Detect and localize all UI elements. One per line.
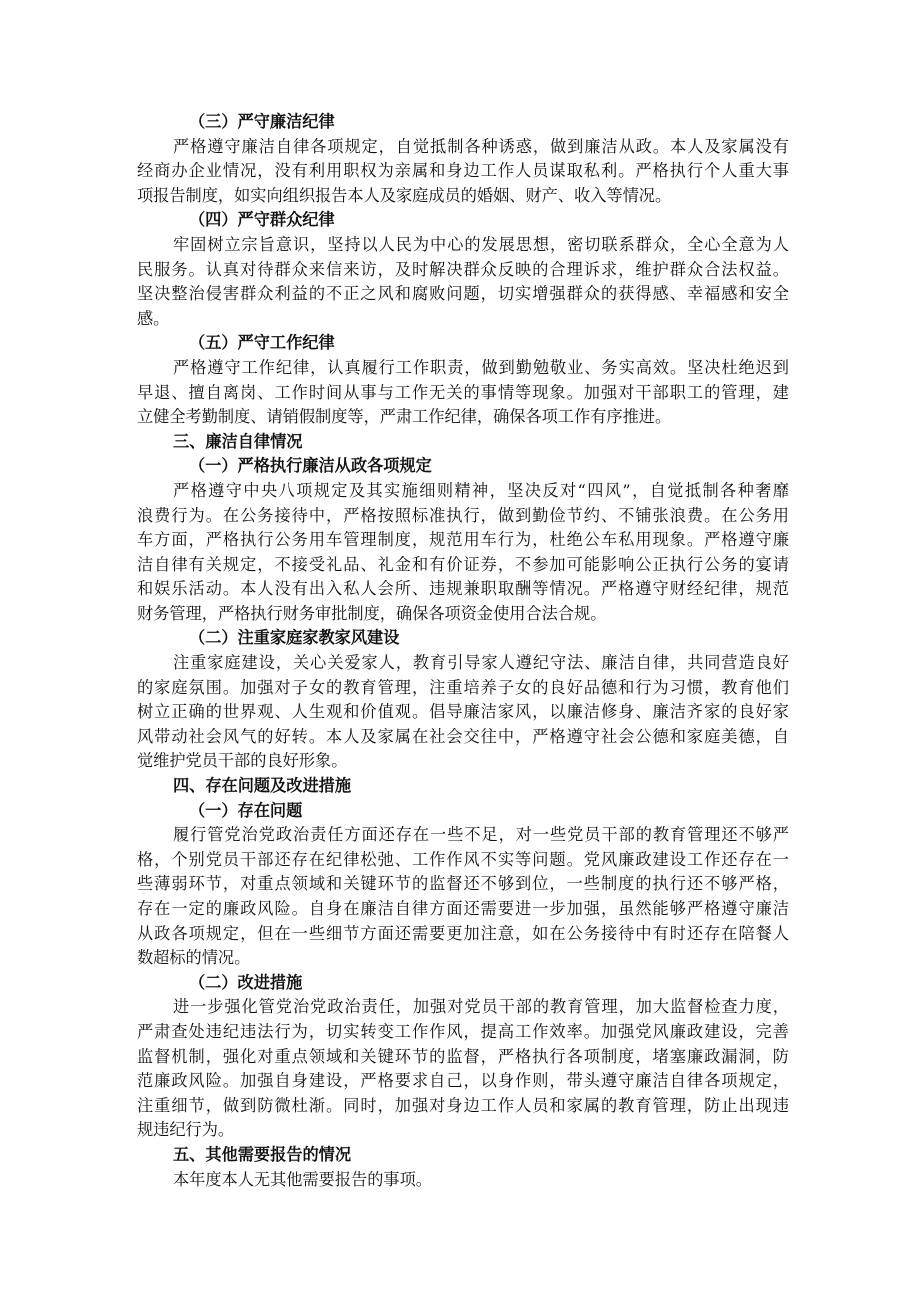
text-line: 感。 <box>137 308 170 328</box>
text-line: 进一步强化管党治党政治责任，加强对党员干部的教育管理，加大监督检查力度， <box>173 997 789 1017</box>
text-line: 和娱乐活动。本人没有出入私人会所、违规兼职取酬等情况。严格遵守财经纪律，规范 <box>137 579 789 599</box>
paragraph-3-1 <box>137 479 789 627</box>
paragraph-4 <box>137 233 789 331</box>
text-line: 早退、擅自离岗、工作时间从事与工作无关的事情等现象。加强对干部职工的管理，建 <box>137 382 789 402</box>
subsection-heading-3-1: （一）严格执行廉洁从政各项规定 <box>189 456 432 476</box>
text-line: 浪费行为。在公务接待中，严格按照标准执行，做到勤俭节约、不铺张浪费。在公务用 <box>137 505 789 525</box>
text-line: 的家庭氛围。加强对子女的教育管理，注重培养子女的良好品德和行为习惯，教育他们 <box>137 677 789 697</box>
text-line: 规违纪行为。 <box>137 1120 235 1140</box>
subsection-heading-4-1: （一）存在问题 <box>189 800 303 820</box>
text-line: 范廉政风险。加强自身建设，严格要求自己，以身作则，带头遵守廉洁自律各项规定， <box>137 1071 789 1091</box>
text-line: 牢固树立宗旨意识，坚持以人民为中心的发展思想，密切联系群众，全心全意为人 <box>173 234 789 254</box>
paragraph-4-1 <box>137 823 789 971</box>
text-line: 存在一定的廉政风险。自身在廉洁自律方面还需要进一步加强，虽然能够严格遵守廉洁 <box>137 899 789 918</box>
subsection-heading-3-2: （二）注重家庭家教家风建设 <box>189 628 400 648</box>
text-line: 格，个别党员干部还存在纪律松弛、工作作风不实等问题。党风廉政建设工作还存在一 <box>137 849 789 869</box>
subsection-heading-4-2: （二）改进措施 <box>189 972 303 992</box>
section-heading-3: （三）严守廉洁纪律 <box>189 112 335 131</box>
text-line: 风带动社会风气的好转。本人及家属在社会交往中，严格遵守社会公德和家庭美德，自 <box>137 726 789 746</box>
text-line: 些薄弱环节，对重点领域和关键环节的监督还不够到位，一些制度的执行还不够严格， <box>137 874 789 894</box>
paragraph-3-2 <box>137 651 789 774</box>
text-line: 洁自律有关规定，不接受礼品、礼金和有价证券，不参加可能影响公正执行公务的宴请 <box>137 554 789 574</box>
section-heading-5: （五）严守工作纪律 <box>189 333 335 353</box>
text-line: 严肃查处违纪违法行为，切实转变工作作风，提高工作效率。加强党风廉政建设，完善 <box>137 1021 789 1041</box>
text-line: 树立正确的世界观、人生观和价值观。倡导廉洁家风，以廉洁修身、廉洁齐家的良好家 <box>137 702 789 722</box>
text-line: 觉维护党员干部的良好形象。 <box>137 751 348 771</box>
text-line: 财务管理，严格执行财务审批制度，确保各项资金使用合法合规。 <box>137 603 607 623</box>
text-line: 数超标的情况。 <box>137 948 251 968</box>
text-line: 严格遵守中央八项规定及其实施细则精神，坚决反对“四风”，自觉抵制各种奢靡 <box>173 480 789 500</box>
part-heading-5: 五、其他需要报告的情况 <box>173 1144 352 1164</box>
text-line: 注重家庭建设，关心关爱家人，教育引导家人遵纪守法、廉洁自律，共同营造良好 <box>173 653 789 673</box>
text-line: 履行管党治党政治责任方面还存在一些不足，对一些党员干部的教育管理还不够严 <box>173 825 789 845</box>
part-heading-3: 三、廉洁自律情况 <box>173 431 303 451</box>
text-line: 项报告制度，如实向组织报告本人及家庭成员的婚姻、财产、收入等情况。 <box>137 185 672 205</box>
text-line: 严格遵守工作纪律，认真履行工作职责，做到勤勉敬业、务实高效。坚决杜绝迟到 <box>173 357 789 377</box>
text-line: 本年度本人无其他需要报告的事项。 <box>173 1169 432 1189</box>
text-line: 经商办企业情况，没有利用职权为亲属和身边工作人员谋取私利。严格执行个人重大事 <box>137 161 789 181</box>
part-heading-4: 四、存在问题及改进措施 <box>173 776 352 796</box>
document-page <box>137 110 789 1192</box>
text-line: 民服务。认真对待群众来信来访，及时解决群众反映的合理诉求，维护群众合法权益。 <box>137 259 789 279</box>
paragraph-5-0 <box>137 1168 789 1193</box>
text-line: 注重细节，做到防微杜渐。同时，加强对身边工作人员和家属的教育管理，防止出现违 <box>137 1095 789 1115</box>
text-line: 立健全考勤制度、请销假制度等，严肃工作纪律，确保各项工作有序推进。 <box>137 407 672 427</box>
paragraph-3 <box>137 135 789 209</box>
text-line: 监督机制，强化对重点领域和关键环节的监督，严格执行各项制度，堵塞廉政漏洞，防 <box>137 1046 789 1066</box>
section-heading-4: （四）严守群众纪律 <box>189 210 335 230</box>
text-line: 严格遵守廉洁自律各项规定，自觉抵制各种诱惑，做到廉洁从政。本人及家属没有 <box>173 136 789 156</box>
paragraph-5 <box>137 356 789 430</box>
paragraph-4-2 <box>137 995 789 1143</box>
text-line: 车方面，严格执行公务用车管理制度，规范用车行为，杜绝公车私用现象。严格遵守廉 <box>137 530 789 550</box>
text-line: 坚决整治侵害群众利益的不正之风和腐败问题，切实增强群众的获得感、幸福感和安全 <box>137 284 789 304</box>
text-line: 从政各项规定，但在一些细节方面还需要更加注意，如在公务接待中有时还存在陪餐人 <box>137 923 789 943</box>
